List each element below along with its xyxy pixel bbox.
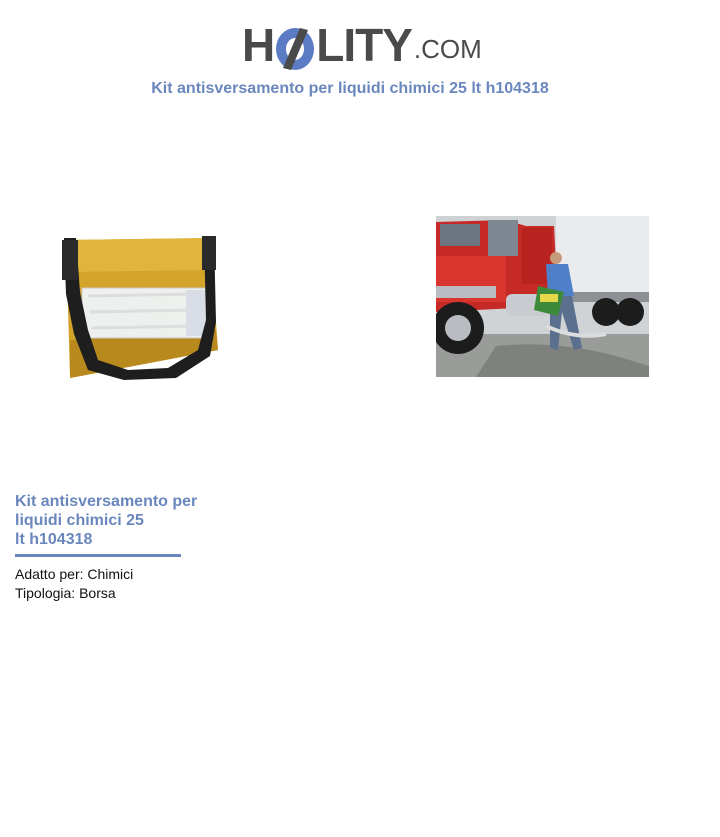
logo-o-icon [275, 26, 315, 72]
logo-text-end: LITY [316, 19, 412, 71]
holity-logo[interactable] [242, 12, 482, 71]
logo-suffix: .COM [413, 34, 482, 64]
product-title-line: Kit antisversamento per [15, 493, 198, 510]
spec-label: Adatto per: [15, 566, 84, 582]
spec-value: Borsa [79, 585, 116, 601]
truck-spill-photo [436, 216, 649, 377]
page-title: Kit antisversamento per liquidi chimici 25 lt h104318 [151, 80, 549, 97]
product-title-line: liquidi chimici 25 [15, 512, 144, 529]
logo-text-start: H [242, 19, 275, 71]
spill-kit-bag-photo [58, 230, 226, 382]
product-title-line: lt h104318 [15, 531, 93, 548]
spec-label: Tipologia: [15, 585, 76, 601]
title-divider [15, 554, 181, 557]
spec-value: Chimici [87, 566, 134, 582]
spec-row [15, 565, 133, 584]
product-title [15, 492, 245, 549]
product-specs [15, 565, 133, 603]
logo-wordmark [242, 19, 482, 71]
spec-row [15, 584, 133, 603]
